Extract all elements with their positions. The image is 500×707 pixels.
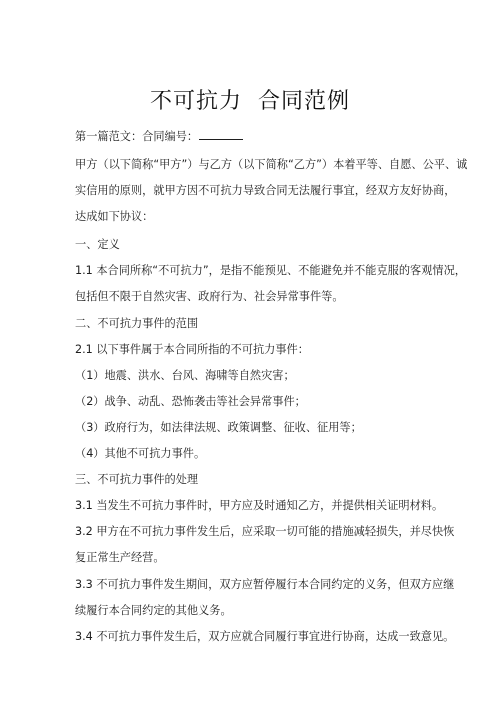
contract-number-label: 第一篇范文：合同编号： (75, 130, 199, 143)
clause-3-1: 3.1 当发生不可抗力事件时，甲方应及时通知乙方，并提供相关证明材料。 (75, 499, 444, 512)
clause-3-2-line-2: 复正常生产经营。 (75, 551, 165, 564)
list-item-4: （4）其他不可抗力事件。 (75, 447, 206, 460)
clause-1-1-line-1: 1.1 本合同所称“不可抗力”，是指不能预见、不能避免并不能克服的客观情况， (75, 264, 466, 277)
intro-line-3: 达成如下协议： (75, 210, 154, 223)
clause-3-2-line-1: 3.2 甲方在不可抗力事件发生后，应采取一切可能的措施减轻损失，并尽快恢 (75, 525, 455, 538)
clause-2-1: 2.1 以下事件属于本合同所指的不可抗力事件： (75, 343, 309, 356)
contract-number-blank (199, 129, 243, 140)
section-1-heading: 一、定义 (75, 238, 120, 251)
list-item-1: （1）地震、洪水、台风、海啸等自然灾害； (75, 369, 295, 382)
list-item-3: （3）政府行为，如法律法规、政策调整、征收、征用等； (75, 421, 362, 434)
clause-3-4: 3.4 不可抗力事件发生后，双方应就合同履行事宜进行协商，达成一致意见。 (75, 630, 455, 643)
clause-3-3-line-2: 续履行本合同约定的其他义务。 (75, 604, 232, 617)
section-3-heading: 三、不可抗力事件的处理 (75, 473, 199, 486)
list-item-2: （2）战争、动乱、恐怖袭击等社会异常事件； (75, 395, 306, 408)
intro-line-1: 甲方（以下简称“甲方”）与乙方（以下简称“乙方”）本着平等、自愿、公平、诚 (75, 158, 468, 171)
intro-line-2: 实信用的原则，就甲方因不可抗力导致合同无法履行事宜，经双方友好协商， (75, 184, 456, 197)
section-2-heading: 二、不可抗力事件的范围 (75, 317, 199, 330)
contract-number-line (75, 128, 243, 144)
clause-3-3-line-1: 3.3 不可抗力事件发生期间，双方应暂停履行本合同约定的义务，但双方应继 (75, 578, 455, 591)
clause-1-1-line-2: 包括但不限于自然灾害、政府行为、社会异常事件等。 (75, 290, 344, 303)
document-title: 不可抗力 合同范例 (150, 89, 350, 114)
